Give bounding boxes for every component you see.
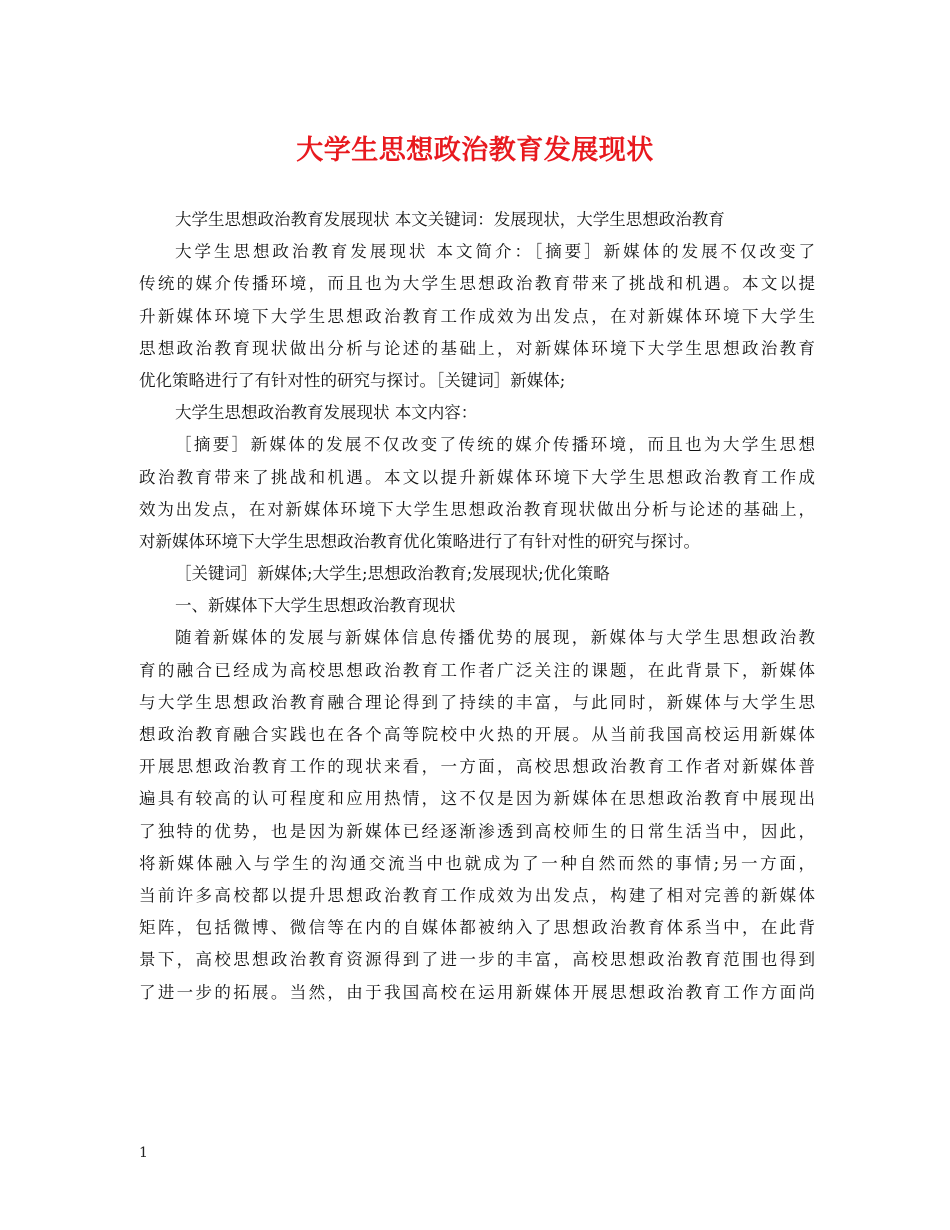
paragraph-line: 了独特的优势，也是因为新媒体已经逐渐渗透到高校师生的日常生活当中，因此， [139,821,815,841]
summary-line: 传统的媒介传播环境，而且也为大学生思想政治教育带来了挑战和机遇。本文以提 [139,274,815,294]
paragraph-line: 景下，高校思想政治教育资源得到了进一步的丰富，高校思想政治教育范围也得到 [139,950,815,970]
summary-line: 升新媒体环境下大学生思想政治教育工作成效为出发点，在对新媒体环境下大学生 [139,306,815,326]
page-number: 1 [139,1145,148,1161]
section-heading: 一、新媒体下大学生思想政治教育现状 [175,596,456,616]
summary-line: 思想政治教育现状做出分析与论述的基础上，对新媒体环境下大学生思想政治教育 [139,338,815,358]
summary-line: 大学生思想政治教育发展现状 本文简介：［摘要］新媒体的发展不仅改变了 [175,242,815,262]
content-heading-line: 大学生思想政治教育发展现状 本文内容： [175,403,478,423]
abstract-line: 政治教育带来了挑战和机遇。本文以提升新媒体环境下大学生思想政治教育工作成 [139,467,815,487]
summary-line: 优化策略进行了有针对性的研究与探讨。［关键词］新媒体; [139,370,566,390]
paragraph-line: 遍具有较高的认可程度和应用热情，这不仅是因为新媒体在思想政治教育中展现出 [139,789,815,809]
paragraph-line: 了进一步的拓展。当然，由于我国高校在运用新媒体开展思想政治教育工作方面尚 [139,982,815,1002]
paragraph-line: 随着新媒体的发展与新媒体信息传播优势的展现，新媒体与大学生思想政治教 [175,628,815,648]
keywords-line: 大学生思想政治教育发展现状 本文关键词：发展现状，大学生思想政治教育 [175,210,725,229]
paragraph-line: 开展思想政治教育工作的现状来看，一方面，高校思想政治教育工作者对新媒体普 [139,757,815,777]
paragraph-line: 育的融合已经成为高校思想政治教育工作者广泛关注的课题，在此背景下，新媒体 [139,660,815,680]
abstract-line: ［摘要］新媒体的发展不仅改变了传统的媒介传播环境，而且也为大学生思想 [175,435,815,455]
keywords-list-line: ［关键词］新媒体;大学生;思想政治教育;发展现状;优化策略 [175,564,610,584]
document-title: 大学生思想政治教育发展现状 [296,135,654,166]
paragraph-line: 与大学生思想政治教育融合理论得到了持续的丰富，与此同时，新媒体与大学生思 [139,692,815,712]
abstract-line: 效为出发点，在对新媒体环境下大学生思想政治教育现状做出分析与论述的基础上， [139,499,815,519]
paragraph-line: 想政治教育融合实践也在各个高等院校中火热的开展。从当前我国高校运用新媒体 [139,725,815,744]
paragraph-line: 当前许多高校都以提升思想政治教育工作成效为出发点，构建了相对完善的新媒体 [139,885,815,905]
document-body [139,204,815,1009]
paragraph-line: 将新媒体融入与学生的沟通交流当中也就成为了一种自然而然的事情;另一方面， [139,853,815,873]
abstract-line: 对新媒体环境下大学生思想政治教育优化策略进行了有针对性的研究与探讨。 [139,531,700,551]
paragraph-line: 矩阵，包括微博、微信等在内的自媒体都被纳入了思想政治教育体系当中，在此背 [139,918,815,938]
